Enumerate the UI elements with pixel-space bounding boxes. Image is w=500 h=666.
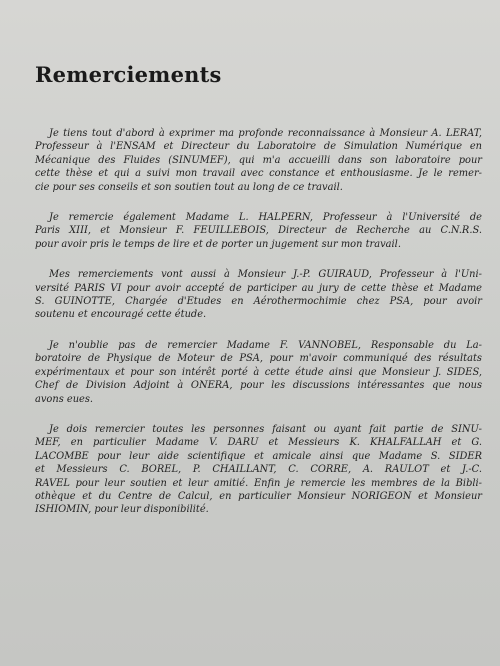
paragraph-guiraud (35, 268, 482, 322)
text-line: Professeur à l'ENSAM et Directeur du Laboratoire de Simulation Numérique en (35, 141, 482, 153)
paragraph-halpern (35, 211, 482, 251)
text-line: RAVEL pour leur soutien et leur amitié. Enfin je remercie les membres de la Bibli- (35, 477, 482, 489)
text-line: pour avoir pris le temps de lire et de porter un jugement sur mon travail. (35, 238, 401, 250)
text-line: Paris XIII, et Monsieur F. FEUILLEBOIS, Directeur de Recherche au C.N.R.S. (35, 225, 482, 237)
text-line: Je remercie également Madame L. HALPERN, Professeur à l'Université de (49, 212, 482, 224)
text-line: othèque et du Centre de Calcul, en particulier Monsieur NORIGEON et Monsieur (35, 490, 482, 502)
paragraph-lerat (35, 127, 482, 194)
text-line: Je n'oublie pas de remercier Madame F. VANNOBEL, Responsable du La- (49, 339, 482, 351)
paragraph-vannobel (35, 339, 482, 406)
text-line: et Messieurs C. BOREL, P. CHAILLANT, C. CORRE, A. RAULOT et J.-C. (35, 464, 482, 476)
text-line: boratoire de Physique de Moteur de PSA, pour m'avoir communiqué des résultats (35, 353, 482, 365)
text-line: Je dois remercier toutes les personnes faisant ou ayant fait partie de SINU- (49, 423, 482, 435)
text-line: soutenu et encouragé cette étude. (35, 309, 207, 321)
paragraph-sinumef (35, 423, 482, 517)
text-line: LACOMBE pour leur aide scientifique et amicale ainsi que Madame S. SIDER (35, 450, 482, 462)
text-line: Mes remerciements vont aussi à Monsieur J.-P. GUIRAUD, Professeur à l'Uni- (49, 269, 482, 281)
page-title: Remerciements (35, 62, 222, 87)
text-line: Mécanique des Fluides (SINUMEF), qui m'a accueilli dans son laboratoire pour (35, 154, 482, 166)
text-line: expérimentaux et pour son intérêt porté à cette étude ainsi que Monsieur J. SIDES, (35, 366, 482, 378)
text-line: Je tiens tout d'abord à exprimer ma profonde reconnaissance à Monsieur A. LERAT, (49, 128, 482, 139)
text-line: ISHIOMIN, pour leur disponibilité. (35, 504, 209, 516)
text-line: cette thèse et qui a suivi mon travail avec constance et enthousiasme. Je le remer- (35, 168, 482, 180)
text-line: cie pour ses conseils et son soutien tout au long de ce travail. (35, 181, 343, 193)
text-line: S. GUINOTTE, Chargée d'Etudes en Aérothermochimie chez PSA, pour avoir (35, 296, 482, 308)
text-line: versité PARIS VI pour avoir accepté de participer au jury de cette thèse et Madame (35, 282, 482, 294)
text-line: MEF, en particulier Madame V. DARU et Messieurs K. KHALFALLAH et G. (35, 437, 482, 449)
text-line: Chef de Division Adjoint à ONERA, pour les discussions intéressantes que nous (35, 380, 482, 392)
text-line: avons eues. (35, 393, 94, 405)
